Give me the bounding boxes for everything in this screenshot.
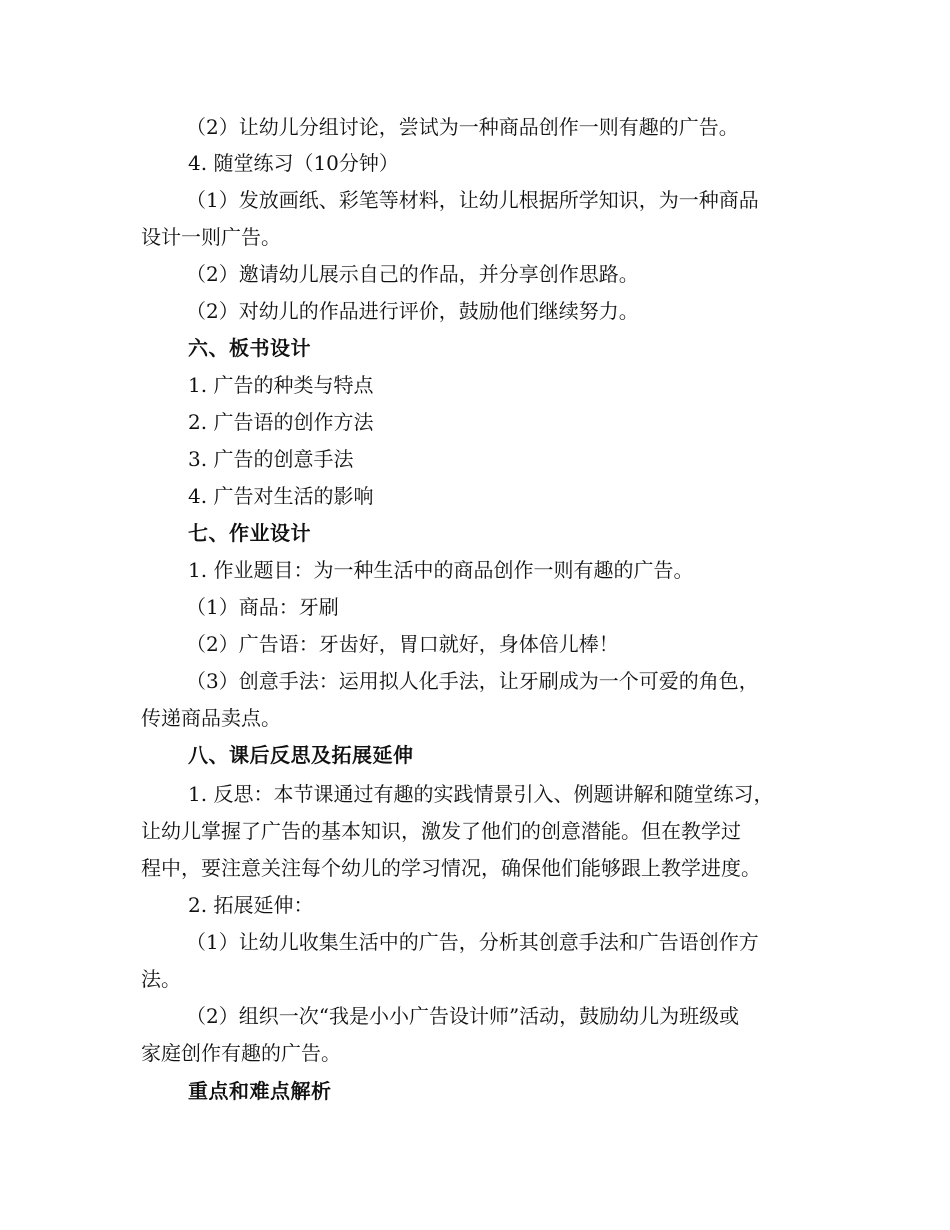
- paragraph-line: 法。: [141, 967, 181, 991]
- section-heading: 重点和难点解析: [188, 1079, 332, 1103]
- paragraph-line: （2）广告语：牙齿好，胃口就好，身体倍儿棒！: [186, 632, 619, 656]
- list-item: 3. 广告的创意手法: [188, 447, 354, 471]
- paragraph-line: （2）让幼儿分组讨论，尝试为一种商品创作一则有趣的广告。: [186, 115, 739, 139]
- paragraph-line: 让幼儿掌握了广告的基本知识，激发了他们的创意潜能。但在教学过: [141, 819, 741, 843]
- paragraph-line: 设计一则广告。: [141, 225, 281, 249]
- paragraph-line: （3）创意手法：运用拟人化手法，让牙刷成为一个可爱的角色，: [186, 669, 759, 693]
- paragraph-line: 程中，要注意关注每个幼儿的学习情况，确保他们能够跟上教学进度。: [141, 856, 761, 880]
- section-heading: 八、课后反思及拓展延伸: [188, 743, 414, 767]
- paragraph-line: （1）发放画纸、彩笔等材料，让幼儿根据所学知识，为一种商品: [186, 188, 759, 212]
- list-item: 1. 作业题目：为一种生活中的商品创作一则有趣的广告。: [188, 558, 694, 582]
- section-heading: 七、作业设计: [188, 521, 311, 545]
- paragraph-line: （1）让幼儿收集生活中的广告，分析其创意手法和广告语创作方: [186, 930, 759, 954]
- list-item: 4. 广告对生活的影响: [188, 484, 374, 508]
- paragraph-line: （1）商品：牙刷: [186, 595, 339, 619]
- list-item: 1. 反思：本节课通过有趣的实践情景引入、例题讲解和随堂练习，: [188, 782, 774, 806]
- section-heading: 六、板书设计: [188, 336, 311, 360]
- paragraph-line: （2）组织一次“我是小小广告设计师”活动，鼓励幼儿为班级或: [186, 1004, 740, 1028]
- paragraph-line: 家庭创作有趣的广告。: [141, 1041, 341, 1065]
- list-item: 2. 拓展延伸：: [188, 893, 314, 917]
- paragraph-line: （2）邀请幼儿展示自己的作品，并分享创作思路。: [186, 262, 639, 286]
- paragraph-line: 传递商品卖点。: [141, 706, 281, 730]
- list-item: 2. 广告语的创作方法: [188, 410, 374, 434]
- list-item: 4. 随堂练习（10分钟）: [188, 151, 399, 175]
- list-item: 1. 广告的种类与特点: [188, 373, 374, 397]
- paragraph-line: （2）对幼儿的作品进行评价，鼓励他们继续努力。: [186, 299, 639, 323]
